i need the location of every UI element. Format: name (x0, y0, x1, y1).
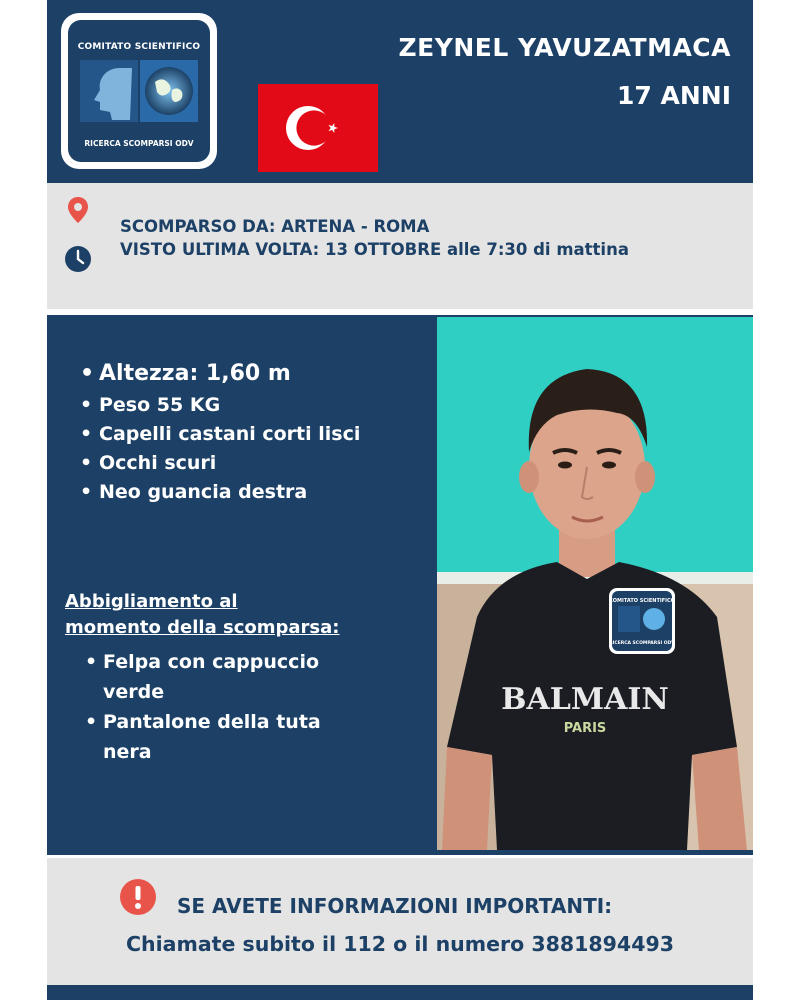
clothing-item-line1: • Pantalone della tuta (103, 711, 321, 733)
footer-headline: SE AVETE INFORMAZIONI IMPORTANTI: (177, 894, 613, 918)
description-panel (47, 315, 753, 855)
logo-bottom-text: RICERCA SCOMPARSI ODV (84, 139, 194, 148)
clock-icon (63, 244, 93, 274)
list-item: • Neo guancia destra (80, 478, 360, 507)
list-item: • Altezza: 1,60 m (80, 357, 360, 391)
list-item (85, 647, 321, 707)
clothing-list (85, 647, 321, 767)
missing-person-poster (47, 0, 753, 1000)
badge-top-text: COMITATO SCIENTIFICO (609, 598, 675, 604)
contact-footer (47, 858, 753, 985)
head-globe-icon (80, 60, 198, 122)
clothing-item-line2: verde (103, 681, 165, 703)
location-pin-icon (63, 195, 93, 225)
logo-top-text: COMITATO SCIENTIFICO (77, 42, 201, 52)
list-item: • Peso 55 KG (80, 391, 360, 420)
list-item: • Capelli castani corti lisci (80, 420, 360, 449)
person-photo (437, 317, 753, 850)
shirt-sub-text: PARIS (563, 721, 607, 736)
turkey-flag (258, 84, 378, 172)
info-circle-icon (119, 878, 157, 916)
shirt-brand-text: BALMAIN (501, 682, 669, 717)
list-item (85, 707, 321, 767)
clothing-item-line1: • Felpa con cappuccio (103, 651, 320, 673)
badge-bottom-text: RICERCA SCOMPARSI ODV (609, 641, 675, 646)
clothing-item-line2: nera (103, 741, 152, 763)
location-text: SCOMPARSO DA: ARTENA - ROMA (120, 217, 430, 236)
organization-logo (61, 13, 217, 169)
bottom-bar (47, 985, 753, 1000)
list-item: • Occhi scuri (80, 449, 360, 478)
header (47, 0, 753, 183)
person-name: ZEYNEL YAVUZATMACA (398, 33, 731, 62)
physical-description-list (80, 357, 360, 507)
last-seen-text: VISTO ULTIMA VOLTA: 13 OTTOBRE alle 7:30 di mattina (120, 240, 629, 259)
person-age: 17 ANNI (617, 81, 731, 110)
info-strip (47, 183, 753, 309)
clothing-heading (65, 589, 339, 641)
footer-call-text: Chiamate subito il 112 o il numero 3881894493 (125, 932, 674, 956)
clothing-heading-line1: Abbigliamento al (65, 591, 238, 612)
clothing-heading-line2: momento della scomparsa: (65, 617, 340, 638)
